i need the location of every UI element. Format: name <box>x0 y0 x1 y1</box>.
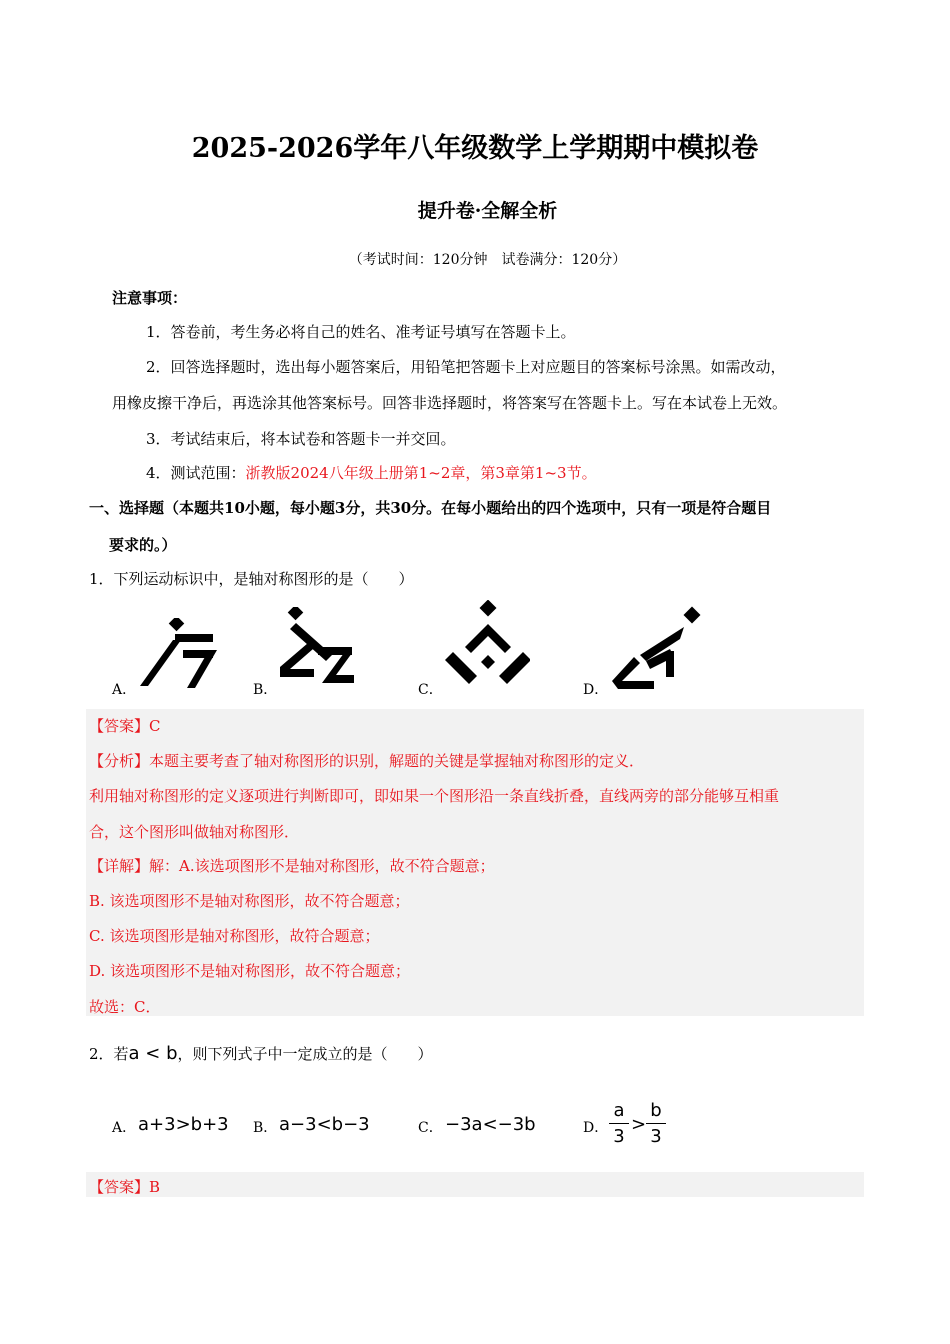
q2-option-b: a−3<b−3 <box>279 1114 370 1135</box>
q1-analysis-end: 合，这个图形叫做轴对称图形． <box>89 823 300 841</box>
q2-answer-panel <box>86 1172 864 1197</box>
exam-meta: （考试时间：120分钟 试卷满分：120分） <box>348 252 627 268</box>
note-4-prefix: 4．测试范围： <box>146 464 246 482</box>
q1-option-d-label: D． <box>583 682 609 698</box>
q1-option-c-label: C． <box>418 682 443 698</box>
q2-stem <box>89 1043 433 1064</box>
fraction-2-numerator: b <box>650 1100 662 1121</box>
fraction-2-denominator: 3 <box>650 1126 662 1147</box>
q1-detail-d: D. 该选项图形不是轴对称图形，故不符合题意； <box>89 962 411 980</box>
note-1: 1．答卷前，考生务必将自己的姓名、准考证号填写在答题卡上。 <box>146 323 576 341</box>
q2-option-c-label: C． <box>418 1120 443 1136</box>
note-2b: 用橡皮擦干净后，再选涂其他答案标号。回答非选择题时，将答案写在答题卡上。写在本试卷上无效。 <box>112 394 788 412</box>
q2-option-d-label: D． <box>583 1120 609 1136</box>
section-1-heading-cont: 要求的。） <box>109 536 177 554</box>
q2-option-d-operator: > <box>631 1114 647 1135</box>
q1-detail: 【详解】解：A.该选项图形不是轴对称图形，故不符合题意； <box>89 857 495 875</box>
q1-conclusion: 故选：C． <box>89 998 161 1016</box>
q2-option-a-label: A． <box>112 1120 137 1136</box>
notes-heading: 注意事项： <box>112 289 188 307</box>
page-subtitle: 提升卷·全解全析 <box>417 200 558 222</box>
q2-option-a: a+3>b+3 <box>138 1114 229 1135</box>
q2-answer: 【答案】B <box>89 1178 161 1196</box>
q2-option-d-fraction-2 <box>646 1100 666 1147</box>
q1-detail-c: C. 该选项图形是轴对称图形，故符合题意； <box>89 927 380 945</box>
section-1-heading: 一、选择题（本题共10小题，每小题3分，共30分。在每小题给出的四个选项中，只有一项是符合题目 <box>89 499 772 517</box>
runner-sign-d-icon <box>610 605 705 690</box>
note-4 <box>146 462 597 483</box>
q2-option-b-label: B． <box>253 1120 278 1136</box>
fraction-2-bar <box>646 1123 666 1124</box>
q2-stem-suffix: ，则下列式子中一定成立的是（ ） <box>177 1045 433 1063</box>
q1-stem: 1．下列运动标识中，是轴对称图形的是（ ） <box>89 570 414 588</box>
q1-answer: 【答案】C <box>89 717 161 735</box>
note-4-range: 浙教版2024八年级上册第1~2章，第3章第1~3节。 <box>245 464 597 482</box>
runner-sign-b-icon <box>278 607 363 689</box>
fraction-1-numerator: a <box>613 1100 625 1121</box>
fraction-1-bar <box>609 1123 629 1124</box>
runner-sign-a-icon <box>135 618 220 690</box>
fraction-1-denominator: 3 <box>613 1126 625 1147</box>
note-3: 3．考试结束后，将本试卷和答题卡一并交回。 <box>146 430 456 448</box>
q1-option-a-label: A． <box>112 682 137 698</box>
q2-option-c: −3a<−3b <box>445 1114 536 1135</box>
q2-option-d-fraction-1 <box>609 1100 629 1147</box>
page-title: 2025-2026学年八年级数学上学期期中模拟卷 <box>191 133 759 164</box>
q1-detail-b: B. 该选项图形不是轴对称图形，故不符合题意； <box>89 892 410 910</box>
q2-stem-prefix: 2．若 <box>89 1045 129 1063</box>
q2-stem-math: a < b <box>128 1043 178 1064</box>
q1-analysis-cont: 利用轴对称图形的定义逐项进行判断即可，即如果一个图形沿一条直线折叠，直线两旁的部分能够互相重 <box>89 787 780 805</box>
runner-sign-c-icon <box>445 600 530 690</box>
q1-analysis: 【分析】本题主要考查了轴对称图形的识别，解题的关键是掌握轴对称图形的定义． <box>89 752 645 770</box>
note-2a: 2．回答选择题时，选出每小题答案后，用铅笔把答题卡上对应题目的答案标号涂黑。如需改动， <box>146 358 786 376</box>
q1-option-b-label: B． <box>253 682 278 698</box>
